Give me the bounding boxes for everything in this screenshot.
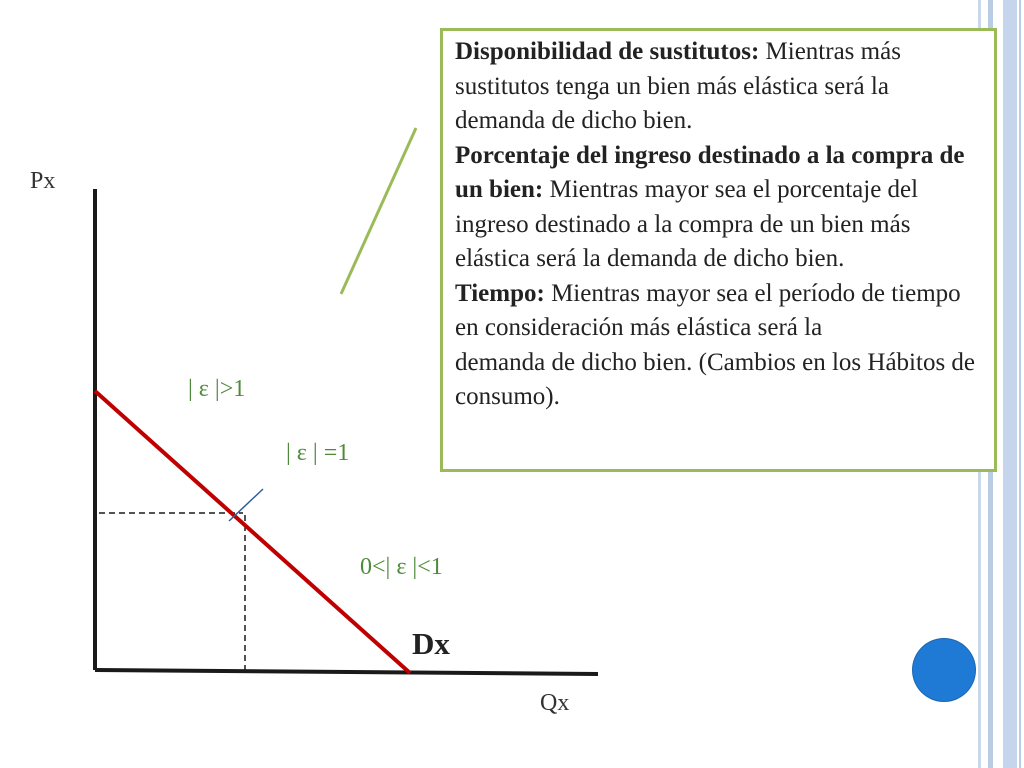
time-paragraph	[455, 277, 984, 346]
x-axis-label: Qx	[540, 690, 570, 716]
time-heading: Tiempo:	[455, 279, 545, 307]
time-text: Mientras mayor sea el período de tiempo en consideración más elástica será la	[455, 279, 961, 341]
elastic-label: | ε |>1	[188, 376, 246, 402]
elasticity-determinants-callout	[440, 28, 997, 472]
callout-pointer	[341, 128, 416, 294]
unit-elasticity-tick	[229, 489, 263, 521]
demand-curve-label: Dx	[412, 626, 450, 661]
demand-curve	[95, 391, 410, 673]
substitutes-text: Mientras más sustitutos tenga un bien más elástica será la demanda de dicho bien.	[455, 38, 901, 134]
income-share-heading: Porcentaje del ingreso destinado a la compra de un bien:	[455, 141, 965, 203]
time-paragraph-continued: demanda de dicho bien. (Cambios en los Hábitos de consumo).	[455, 348, 976, 410]
income-share-text: Mientras mayor sea el porcentaje del ingreso destinado a la compra de un bien más elástica será la demanda de dicho bien.	[455, 176, 919, 272]
inelastic-label: 0<| ε |<1	[360, 554, 443, 580]
substitutes-heading: Disponibilidad de sustitutos:	[455, 38, 760, 65]
unit-elastic-label: | ε | =1	[286, 440, 350, 466]
circle-button-icon[interactable]	[913, 639, 975, 701]
substitutes-paragraph	[455, 35, 984, 139]
x-axis	[95, 670, 598, 674]
y-axis-label: Px	[30, 168, 56, 194]
income-share-paragraph	[455, 139, 984, 277]
